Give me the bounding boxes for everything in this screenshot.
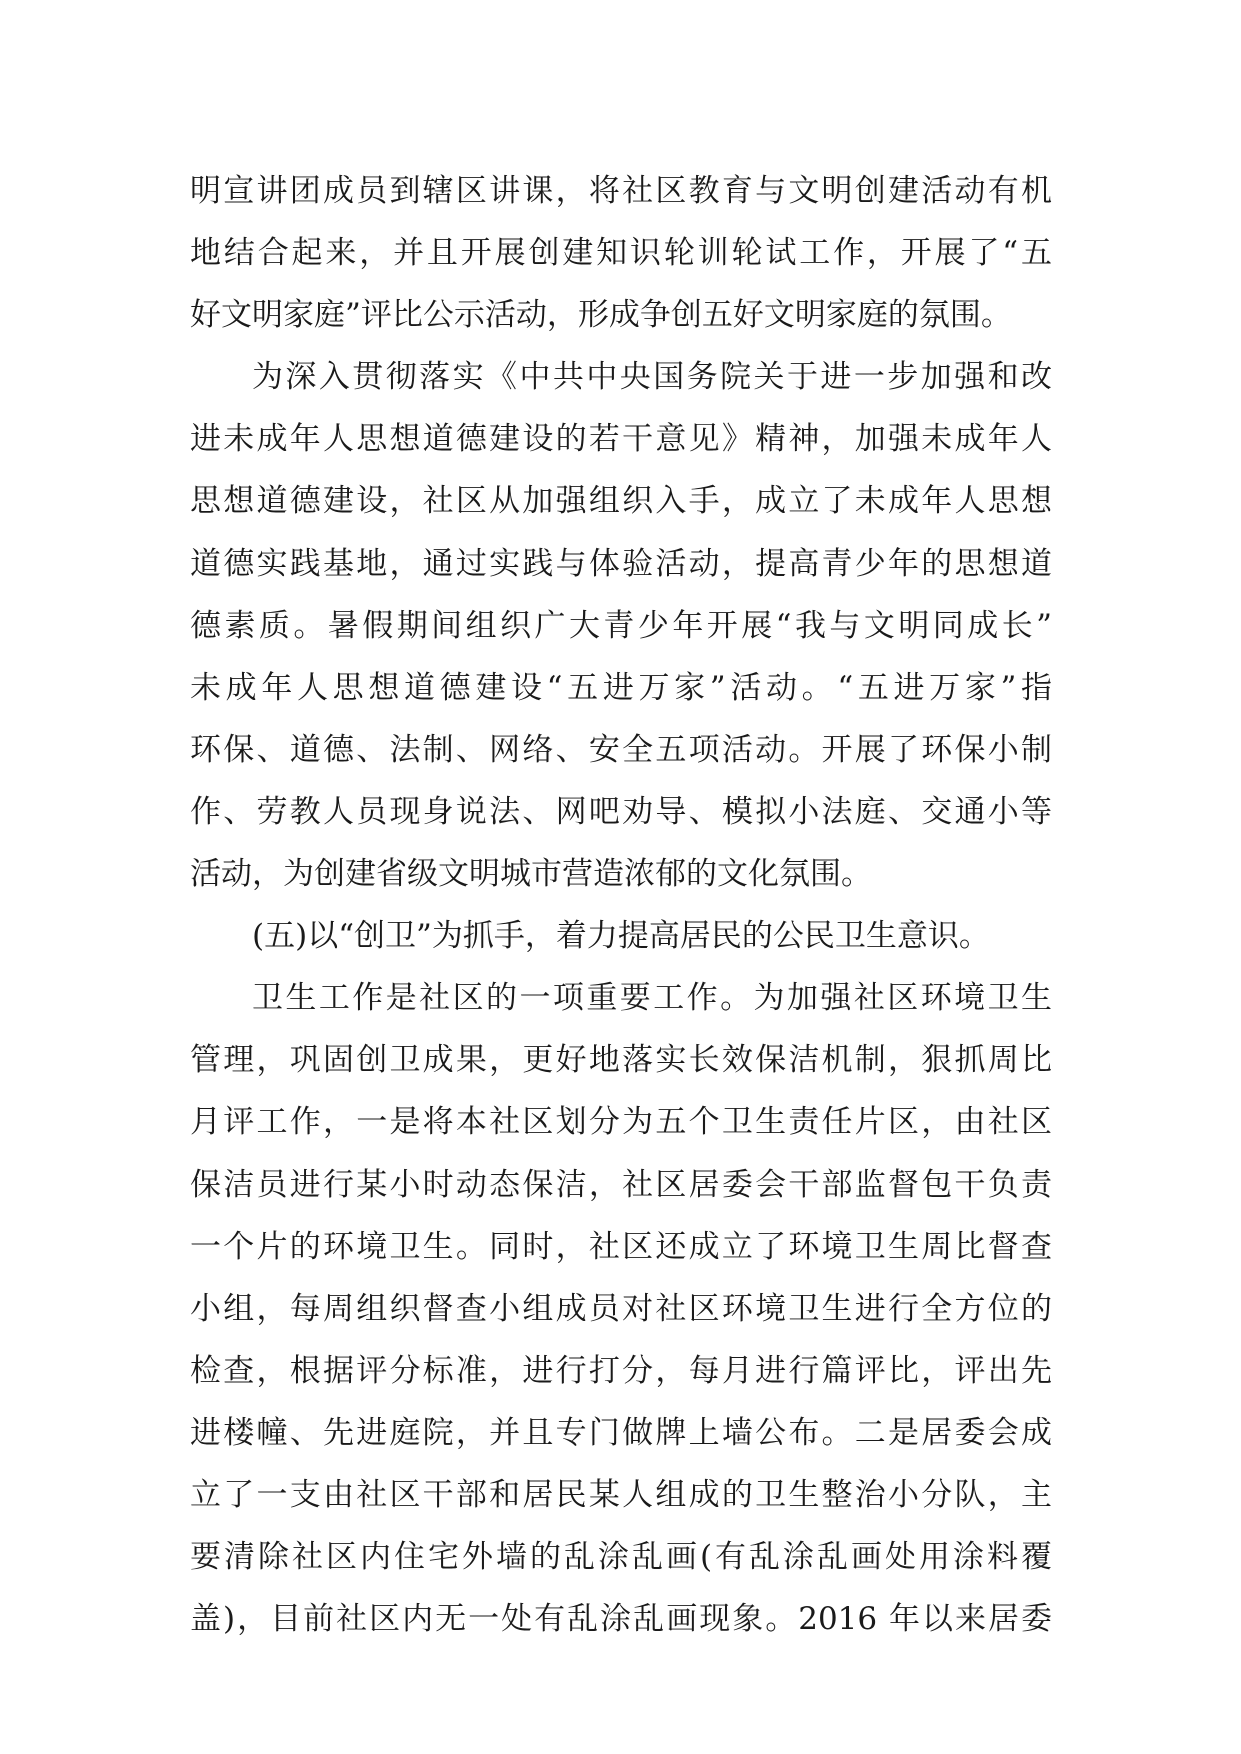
text-line: 一个片的环境卫生。同时，社区还成立了环境卫生周比督查 xyxy=(190,1228,1052,1265)
body-text xyxy=(190,160,1052,1650)
text-line: 思想道德建设，社区从加强组织入手，成立了未成年人思想 xyxy=(190,483,1052,520)
text-line: 检查，根据评分标准，进行打分，每月进行篇评比，评出先 xyxy=(190,1352,1052,1389)
text-line: 要清除社区内住宅外墙的乱涂乱画(有乱涂乱画处用涂料覆 xyxy=(190,1539,1052,1576)
text-line: 卫生工作是社区的一项重要工作。为加强社区环境卫生 xyxy=(252,980,1052,1017)
text-line: 为深入贯彻落实《中共中央国务院关于进一步加强和改 xyxy=(252,359,1052,396)
text-line: 作、劳教人员现身说法、网吧劝导、模拟小法庭、交通小等 xyxy=(190,793,1052,830)
text-line: 未成年人思想道德建设“五进万家”活动。“五进万家”指 xyxy=(190,669,1052,706)
text-line: 小组，每周组织督查小组成员对社区环境卫生进行全方位的 xyxy=(190,1290,1052,1327)
text-line: 月评工作，一是将本社区划分为五个卫生责任片区，由社区 xyxy=(190,1104,1052,1141)
text-line: 盖)，目前社区内无一处有乱涂乱画现象。2016 年以来居委 xyxy=(190,1601,1052,1638)
text-line: 保洁员进行某小时动态保洁，社区居委会干部监督包干负责 xyxy=(190,1166,1052,1203)
text-line: 管理，巩固创卫成果，更好地落实长效保洁机制，狠抓周比 xyxy=(190,1042,1052,1079)
text-line: 德素质。暑假期间组织广大青少年开展“我与文明同成长” xyxy=(190,607,1052,644)
text-line: 环保、道德、法制、网络、安全五项活动。开展了环保小制 xyxy=(190,731,1052,768)
text-line: 道德实践基地，通过实践与体验活动，提高青少年的思想道 xyxy=(190,545,1052,582)
text-line: 进未成年人思想道德建设的若干意见》精神，加强未成年人 xyxy=(190,421,1052,458)
text-line: 地结合起来，并且开展创建知识轮训轮试工作，开展了“五 xyxy=(190,235,1052,272)
text-line: 好文明家庭”评比公示活动，形成争创五好文明家庭的氛围。 xyxy=(190,297,1012,334)
text-line: 明宣讲团成员到辖区讲课，将社区教育与文明创建活动有机 xyxy=(190,173,1052,209)
text-line: 立了一支由社区干部和居民某人组成的卫生整治小分队，主 xyxy=(190,1476,1052,1513)
text-line: 进楼幢、先进庭院，并且专门做牌上墙公布。二是居委会成 xyxy=(190,1414,1052,1451)
text-line: 活动，为创建省级文明城市营造浓郁的文化氛围。 xyxy=(190,856,872,893)
section-heading: (五)以“创卫”为抓手，着力提高居民的公民卫生意识。 xyxy=(252,918,990,955)
